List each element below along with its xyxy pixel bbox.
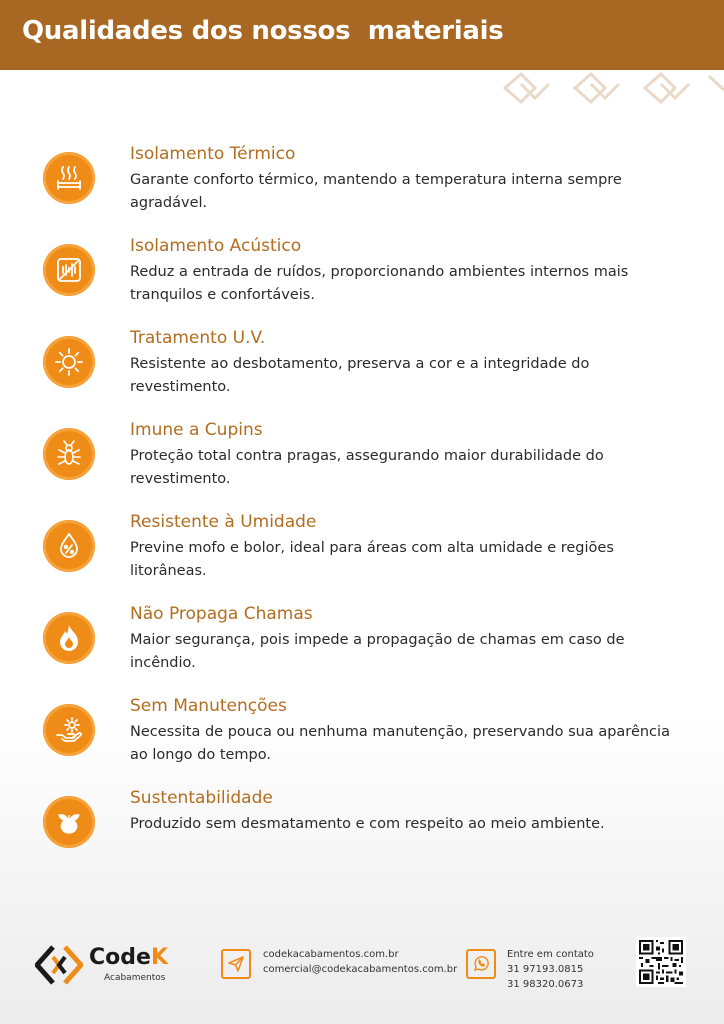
feature-title: Sem Manutenções — [130, 696, 287, 716]
decorative-pattern — [495, 66, 724, 122]
brand-subtitle: Acabamentos — [104, 973, 166, 983]
feature-description: Reduz a entrada de ruídos, proporcionando ambientes internos mais tranquilos e confortáveis. — [130, 264, 629, 303]
phone-number-2[interactable]: 31 98320.0673 — [507, 979, 584, 990]
feature-title: Sustentabilidade — [130, 788, 273, 808]
no-noise-icon — [43, 244, 95, 296]
feature-description: Produzido sem desmatamento e com respeito ao meio ambiente. — [130, 816, 605, 832]
feature-item — [0, 232, 724, 312]
feature-title: Imune a Cupins — [130, 420, 263, 440]
brand-name-prefix: Code — [89, 945, 151, 970]
feature-item — [0, 416, 724, 496]
qr-code-icon[interactable] — [636, 937, 686, 987]
phone-number-1[interactable]: 31 97193.0815 — [507, 964, 584, 975]
feature-description: Proteção total contra pragas, assegurando maior durabilidade do revestimento. — [130, 448, 604, 487]
brand-name — [89, 945, 168, 970]
page-title: Qualidades dos nossos materiais — [22, 16, 504, 46]
feature-title: Isolamento Térmico — [130, 144, 296, 164]
feature-title: Não Propaga Chamas — [130, 604, 313, 624]
feature-title: Tratamento U.V. — [130, 328, 266, 348]
feature-title: Resistente à Umidade — [130, 512, 317, 532]
feature-item — [0, 600, 724, 680]
whatsapp-icon — [466, 949, 496, 979]
feature-description: Maior segurança, pois impede a propagação de chamas em caso de incêndio. — [130, 632, 625, 671]
codek-logo-icon — [35, 943, 83, 987]
brand-name-suffix: K — [150, 945, 168, 970]
feature-item — [0, 140, 724, 220]
feature-description: Necessita de pouca ou nenhuma manutenção, preservando sua aparência ao longo do tempo. — [130, 724, 670, 763]
email-contact — [263, 947, 457, 977]
leaf-sustainability-icon — [43, 796, 95, 848]
contact-label: Entre em contato — [507, 949, 594, 960]
email-link[interactable]: comercial@codekacabamentos.com.br — [263, 964, 458, 975]
sun-icon — [43, 336, 95, 388]
flame-icon — [43, 612, 95, 664]
termite-icon — [43, 428, 95, 480]
feature-item — [0, 508, 724, 588]
feature-item — [0, 784, 724, 864]
page-footer — [0, 925, 724, 1024]
feature-description: Garante conforto térmico, mantendo a temperatura interna sempre agradável. — [130, 172, 622, 211]
maintenance-hand-gear-icon — [43, 704, 95, 756]
phone-contact — [507, 947, 594, 992]
feature-description: Previne mofo e bolor, ideal para áreas com alta umidade e regiões litorâneas. — [130, 540, 614, 579]
website-link[interactable]: codekacabamentos.com.br — [263, 949, 399, 960]
humidity-drop-icon — [43, 520, 95, 572]
feature-title: Isolamento Acústico — [130, 236, 302, 256]
feature-item — [0, 324, 724, 404]
feature-description: Resistente ao desbotamento, preserva a cor e a integridade do revestimento. — [130, 356, 590, 395]
page-header — [0, 0, 724, 70]
paper-plane-icon — [221, 949, 251, 979]
feature-item — [0, 692, 724, 772]
heat-insulation-icon — [43, 152, 95, 204]
